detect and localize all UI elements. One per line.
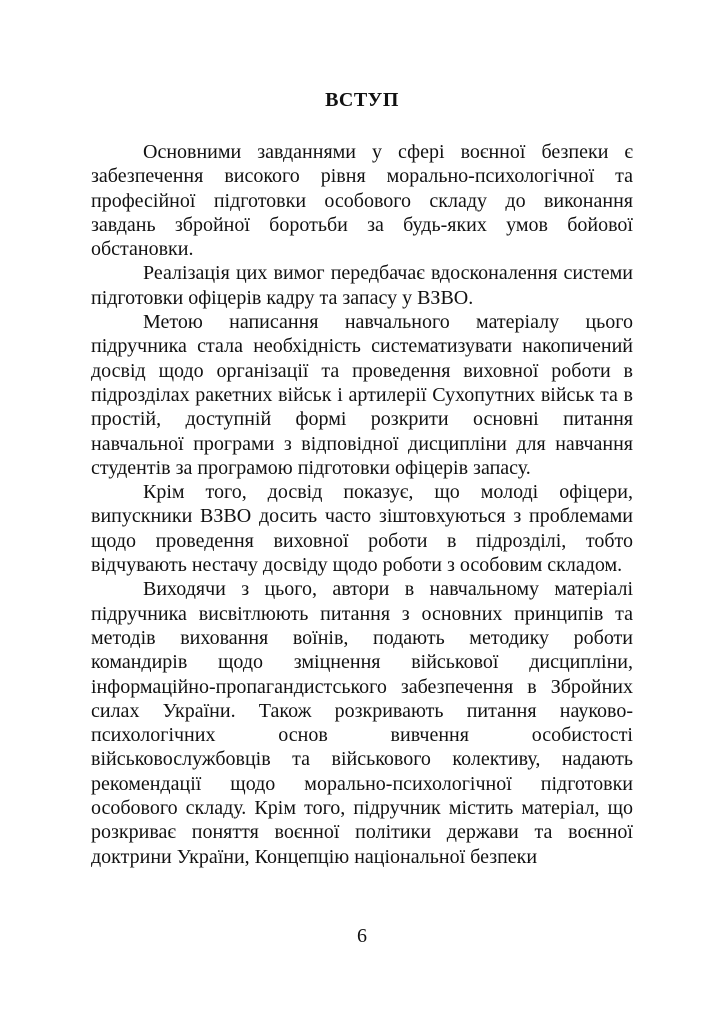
paragraph-5: Виходячи з цього, автори в навчальному матеріалі підручника висвітлюють питання з основних принципів та методів виховання воїнів, подають методику роботи командирів щодо зміцнення військової дисципліни, інформаційно-пропагандистського забезпечення в Збройних силах України. Також розкривають питання науково-психологічних основ вивчення особистості військовослужбовців та військового колективу, надають рекомендації щодо морально-психологічної підготовки особового складу. Крім того, підручник містить матеріал, що розкриває поняття воєнної політики держави та воєнної доктрини України, Концепцію національної безпеки (91, 578, 633, 868)
paragraph-3: Метою написання навчального матеріалу цього підручника стала необхідність систематизувати накопичений досвід щодо організації та проведення виховної роботи в підрозділах ракетних військ і артилерії Сухопутних військ та в простій, доступній формі розкрити основні питання навчальної програми з відповідної дисципліни для навчання студентів за програмою підготовки офіцерів запасу. (91, 311, 633, 479)
paragraph-4: Крім того, досвід показує, що молоді офіцери, випускники ВЗВО досить часто зіштовхуються з проблемами щодо проведення виховної роботи в підрозділі, тобто відчувають нестачу досвіду щодо роботи з особовим складом. (91, 481, 633, 577)
page-content (91, 86, 633, 869)
page-title: ВСТУП (325, 89, 399, 111)
paragraph-1: Основними завданнями у сфері воєнної безпеки є забезпечення високого рівня морально-психологічної та професійної підготовки особового складу до виконання завдань збройної боротьби за будь-яких умов бойової обстановки. (91, 141, 633, 261)
paragraph-2: Реалізація цих вимог передбачає вдосконалення системи підготовки офіцерів кадру та запасу у ВЗВО. (91, 262, 633, 309)
page-number: 6 (357, 925, 367, 947)
